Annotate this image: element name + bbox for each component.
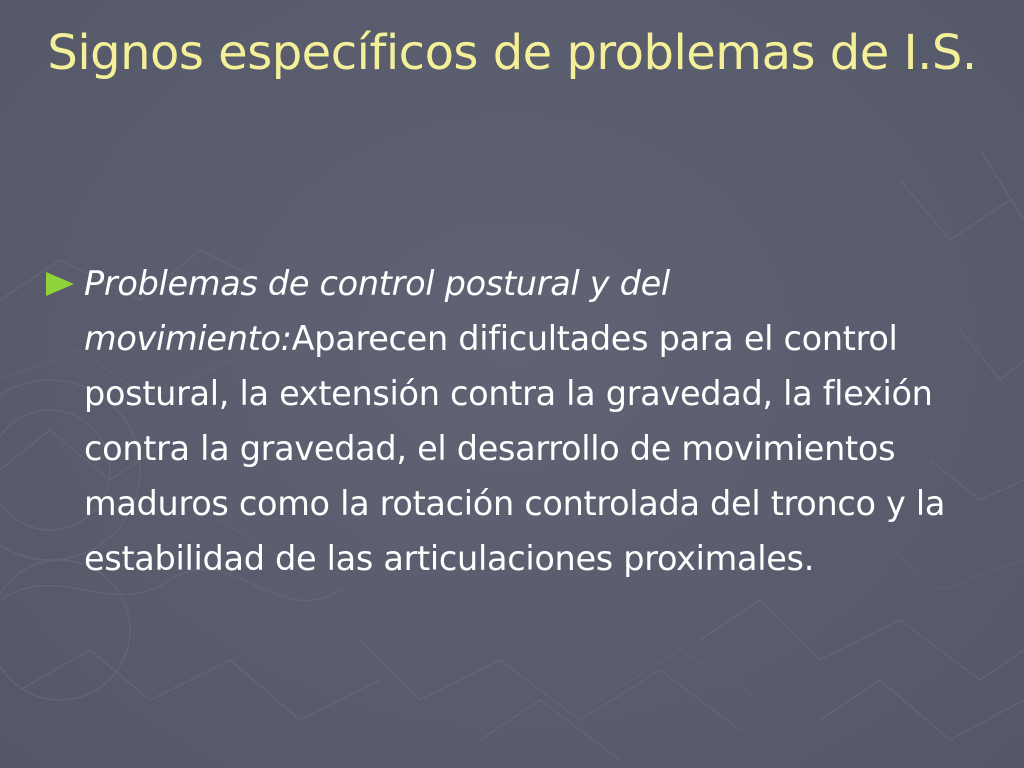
bullet-body-text: Aparecen dificultades para el control postural, la extensión contra la gravedad, la flexión contra la gravedad, el desarrollo de movimientos maduros como la rotación controlada del tronco y la estabilidad de las articulaciones proximales. [84,319,946,578]
bullet-lead-text: Problemas de control postural y del movimiento: [84,264,670,358]
bullet-list [44,256,994,586]
slide-title: Signos específicos de problemas de I.S. [47,25,977,81]
right-pointer-triangle-icon [44,269,76,299]
bullet-item [44,256,994,586]
